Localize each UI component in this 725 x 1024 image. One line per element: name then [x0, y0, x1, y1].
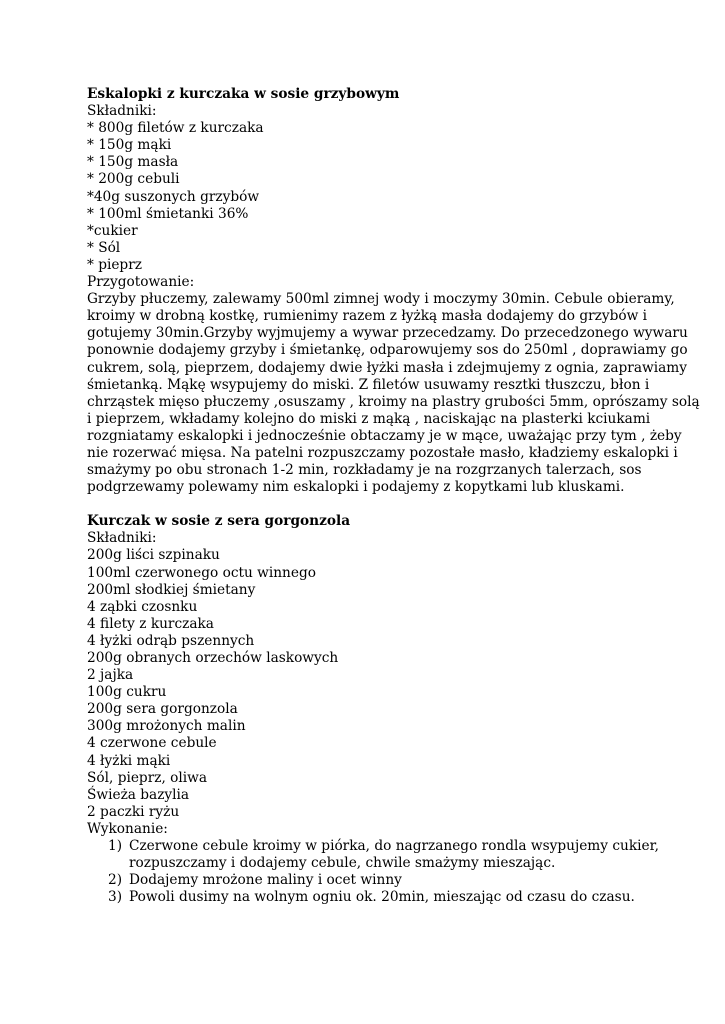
step-number: 1): [108, 838, 123, 855]
step-number: 2): [108, 872, 123, 889]
paragraph-line: kroimy w drobną kostkę, rumienimy razem z łyżką masła dodajemy do grzybów i: [87, 308, 648, 325]
ingredient-item: * 150g masła: [87, 154, 179, 171]
ingredient-item: 200ml słodkiej śmietany: [87, 581, 256, 598]
ingredient-item: 4 łyżki odrąb pszennych: [87, 632, 255, 649]
paragraph-line: chrząstek mięso płuczemy ,osuszamy , kroimy na plastry grubości 5mm, oprószamy solą: [87, 393, 700, 410]
recipe-2-step-list: [87, 838, 660, 906]
paragraph-line: śmietanką. Mąkę wsypujemy do miski. Z filetów usuwamy resztki tłuszczu, błon i: [87, 376, 650, 393]
recipe-2-ingredient-list: [87, 547, 647, 821]
step-number: 3): [108, 889, 123, 906]
ingredient-item: * 800g filetów z kurczaka: [87, 120, 264, 137]
ingredient-item: * 200g cebuli: [87, 171, 180, 188]
paragraph-line: smażymy po obu stronach 1-2 min, rozkładamy je na rozgrzanych talerzach, sos: [87, 462, 642, 479]
ingredient-item: *40g suszonych grzybów: [87, 188, 260, 205]
ingredient-item: 200g obranych orzechów laskowych: [87, 650, 339, 666]
step-line: rozpuszczamy i dodajemy cebule, chwile smażymy mieszając.: [129, 855, 556, 872]
ingredient-item: 4 ząbki czosnku: [87, 598, 198, 615]
paragraph-line: gotujemy 30min.Grzyby wyjmujemy a wywar przecedzamy. Do przecedzonego wywaru: [87, 325, 688, 342]
recipe-2-title: Kurczak w sosie z sera gorgonzola: [87, 513, 351, 530]
recipe-1-method-label: Przygotowanie:: [87, 274, 195, 291]
ingredient-item: 200g sera gorgonzola: [87, 701, 238, 718]
paragraph-line: podgrzewamy polewamy nim eskalopki i podajemy z kopytkami lub kluskami.: [87, 479, 625, 496]
recipe-1-title: Eskalopki z kurczaka w sosie grzybowym: [87, 86, 400, 102]
ingredient-item: 200g liści szpinaku: [87, 547, 220, 564]
ingredient-item: * 150g mąki: [87, 137, 172, 154]
ingredient-item: 4 czerwone cebule: [87, 735, 217, 752]
document-page: [87, 86, 700, 906]
recipe-2: [87, 513, 660, 906]
ingredient-item: *cukier: [87, 222, 138, 239]
recipe-1-method-paragraph: [87, 291, 700, 496]
recipe-1-ingredient-list: [87, 120, 647, 274]
step-line: Powoli dusimy na wolnym ogniu ok. 20min, mieszając od czasu do czasu.: [129, 889, 635, 906]
step-text: [129, 889, 647, 906]
paragraph-line: cukrem, solą, pieprzem, dodajemy dwie łyżki masła i zdejmujemy z ognia, zaprawiamy: [87, 359, 687, 376]
ingredient-item: * Sól: [87, 239, 121, 256]
paragraph-line: rozgniatamy eskalopki i jednocześnie obtaczamy je w mące, uważając przy tym , żeby: [87, 427, 682, 444]
paragraph-line: nie rozerwać mięsa. Na patelni rozpuszczamy pozostałe masło, kładziemy eskalopki i: [87, 444, 678, 461]
recipe-1-ingredients-label: Składniki:: [87, 103, 157, 120]
ingredient-item: 100ml czerwonego octu winnego: [87, 564, 316, 581]
ingredient-item: 100g cukru: [87, 684, 167, 701]
step-line: Czerwone cebule kroimy w piórka, do nagrzanego rondla wsypujemy cukier,: [129, 838, 660, 855]
ingredient-item: 4 filety z kurczaka: [87, 615, 214, 632]
ingredient-item: * 100ml śmietanki 36%: [87, 205, 249, 222]
recipe-2-method-label: Wykonanie:: [87, 820, 168, 837]
step-item: [87, 872, 647, 889]
recipe-1: [87, 86, 700, 496]
paragraph-line: i pieprzem, wkładamy kolejno do miski z mąką , naciskając na plasterki kciukami: [87, 410, 651, 427]
ingredient-item: 4 łyżki mąki: [87, 752, 171, 769]
section-spacer: [87, 496, 647, 513]
ingredient-item: 2 jajka: [87, 667, 134, 684]
step-text: [129, 872, 647, 889]
ingredient-item: * pieprz: [87, 256, 142, 273]
paragraph-line: Grzyby płuczemy, zalewamy 500ml zimnej wody i moczymy 30min. Cebule obieramy,: [87, 291, 675, 308]
step-item: [87, 889, 647, 906]
ingredient-item: 300g mrożonych malin: [87, 718, 246, 735]
step-text: [129, 838, 660, 872]
step-line: Dodajemy mrożone maliny i ocet winny: [129, 872, 402, 889]
recipe-2-ingredients-label: Składniki:: [87, 530, 157, 547]
ingredient-item: Sól, pieprz, oliwa: [87, 769, 208, 786]
ingredient-item: 2 paczki ryżu: [87, 803, 180, 820]
step-item: [87, 838, 660, 872]
ingredient-item: Świeża bazylia: [87, 786, 190, 803]
paragraph-line: ponownie dodajemy grzyby i śmietankę, odparowujemy sos do 250ml , doprawiamy go: [87, 342, 688, 359]
